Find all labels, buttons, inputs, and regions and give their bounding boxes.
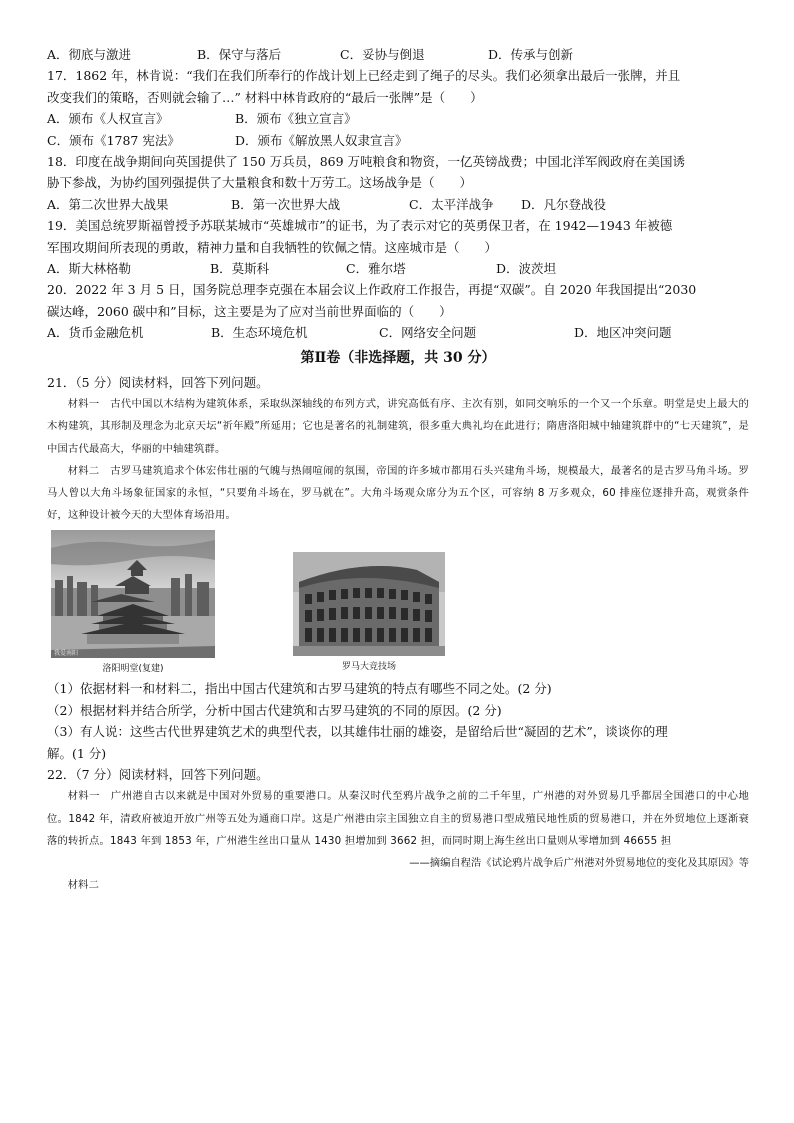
question-stem: 17．1862 年，林肯说：“我们在我们所奉行的作战计划上已经走到了绳子的尽头。我们必须拿出最后一张牌，并且 <box>47 68 681 84</box>
option-d[interactable]: D．颁布《解放黑人奴隶宣言》 <box>235 132 408 148</box>
option-c[interactable]: C．网络安全问题 <box>379 325 477 341</box>
option-a[interactable]: A．颁布《人权宣言》 <box>47 111 169 127</box>
option-c[interactable]: C．太平洋战争 <box>409 196 494 212</box>
question-stem: 军围攻期间所表现的勇敢，精神力量和自我牺牲的钦佩之情。这座城市是（ ） <box>47 239 498 255</box>
option-a[interactable]: A．第二次世界大战果 <box>47 196 169 212</box>
question-header: 21．（5 分）阅读材料，回答下列问题。 <box>47 374 269 390</box>
figure-caption: 洛阳明堂(复建) <box>102 664 164 675</box>
question-stem: 19．美国总统罗斯福曾授予苏联某城市“英雄城市”的证书，为了表示对它的英勇保卫者，在 1942—1943 年被德 <box>47 218 673 234</box>
question-21 <box>47 372 749 764</box>
q20-options <box>47 322 749 343</box>
material-2-label: 材料二 <box>67 878 100 891</box>
source-citation: ——摘编自程浩《试论鸦片战争后广州港对外贸易地位的变化及其原因》等 <box>409 856 749 869</box>
option-a[interactable]: A．货币金融危机 <box>47 325 144 341</box>
option-d[interactable]: D．凡尔登战役 <box>521 196 607 212</box>
sub-question-2: （2）根据材料并结合所学，分析中国古代建筑和古罗马建筑的不同的原因。(2 分) <box>47 702 502 718</box>
q17-options-row2 <box>47 130 749 151</box>
question-stem: 胁下参战，为协约国列强提供了大量粮食和数十万劳工。这场战争是（ ） <box>47 175 473 191</box>
question-stem: 18．印度在战争期间向英国提供了 150 万兵员，869 万吨粮食和物资，一亿英镑战费；中国北洋军阀政府在美国诱 <box>47 154 686 170</box>
watermark: 我爱南阳 <box>54 650 79 658</box>
material-1: 材料一 广州港自古以来就是中国对外贸易的重要港口。从秦汉时代至鸦片战争之前的二千年里，广州港的对外贸易几乎都居全国港口的中心地位。1842 年，清政府被迫开放广州等五处为通商口岸。这是广州港由宗主国独立自主的贸易港口型成殖民地性质的贸易港口，并在外贸地位上逐渐衰落的转折点。1843 年到 1853 年，广州港生丝出口量从 1430 担增加到 3662 担，而同时期上海生丝出口量则从零增加到 46655 担 <box>47 790 749 847</box>
colosseum-image <box>293 552 445 656</box>
option-a[interactable]: A．斯大林格勒 <box>47 261 132 277</box>
luoyang-mingtang-image <box>51 530 215 658</box>
question-stem: 20．2022 年 3 月 5 日，国务院总理李克强在本届会议上作政府工作报告，再提“双碳”。自 2020 年我国提出“2030 <box>47 282 697 298</box>
figure-colosseum <box>293 552 445 674</box>
q18-options <box>47 194 749 215</box>
option-c[interactable]: C．颁布《1787 宪法》 <box>47 132 180 148</box>
option-a[interactable]: A．彻底与激进 <box>47 47 132 62</box>
question-20 <box>47 279 749 343</box>
option-d[interactable]: D．地区冲突问题 <box>574 325 672 341</box>
option-b[interactable]: B．第一次世界大战 <box>231 196 341 212</box>
material-2: 材料二 古罗马建筑追求个体宏伟壮丽的气魄与热闹喧闹的氛围，帝国的许多城市都用石头兴建角斗场，规模最大，最著名的是古罗马角斗场。罗马人曾以大角斗场象征国家的永恒，“只要角斗场在，罗马就在”。大角斗场观众席分为五个区，可容纳 8 万多观众，60 排座位逐排升高，观赏条件好，这种设计被今天的大型体育场沿用。 <box>47 464 749 522</box>
option-c[interactable]: C．雅尔塔 <box>346 261 406 277</box>
option-b[interactable]: B．莫斯科 <box>210 261 270 277</box>
option-d[interactable]: D．波茨坦 <box>496 261 557 277</box>
option-b[interactable]: B．生态环境危机 <box>211 325 308 341</box>
option-d[interactable]: D．传承与创新 <box>488 47 574 62</box>
option-b[interactable]: B．颁布《独立宣言》 <box>235 111 357 127</box>
question-18 <box>47 151 749 215</box>
sub-question-1: （1）依据材料一和材料二，指出中国古代建筑和古罗马建筑的特点有哪些不同之处。(2 分) <box>47 681 552 697</box>
question-22 <box>47 764 749 896</box>
exam-page <box>47 44 749 896</box>
question-header: 22．（7 分）阅读材料，回答下列问题。 <box>47 766 269 782</box>
question-stem: 改变我们的策略，否则就会输了…” 材料中林肯政府的“最后一张牌”是（ ） <box>47 89 483 105</box>
question-stem: 碳达峰，2060 碳中和”目标，这主要是为了应对当前世界面临的（ ） <box>47 303 452 319</box>
figures-row <box>47 530 749 678</box>
section-title: 第Ⅱ卷（非选择题，共 30 分） <box>300 349 496 366</box>
question-17 <box>47 65 749 151</box>
sub-question-3-cont: 解。(1 分) <box>47 745 107 761</box>
question-19 <box>47 215 749 279</box>
q16-options <box>47 44 749 65</box>
q19-options <box>47 258 749 279</box>
option-b[interactable]: B．保守与落后 <box>197 47 282 62</box>
material-1: 材料一 古代中国以木结构为建筑体系，采取纵深轴线的布列方式，讲究高低有序、主次有别，如同交响乐的一个又一个乐章。明堂是史上最大的木构建筑，其形制及理念为北京天坛“祈年殿”所延用；它也是著名的礼制建筑，很多重大典礼均在此进行；隋唐洛阳城中轴建筑群中的“七天建筑”，是中国古代最高大，华丽的中轴建筑群。 <box>47 398 749 455</box>
figure-caption: 罗马大竞技场 <box>341 662 396 673</box>
figure-luoyang-mingtang <box>51 530 215 676</box>
sub-question-3: （3）有人说：这些古代世界建筑艺术的典型代表，以其雄伟壮丽的雄姿，是留给后世“凝固的艺术”，谈谈你的理 <box>47 724 668 740</box>
q17-options-row1 <box>47 108 749 129</box>
option-c[interactable]: C．妥协与倒退 <box>340 47 425 62</box>
